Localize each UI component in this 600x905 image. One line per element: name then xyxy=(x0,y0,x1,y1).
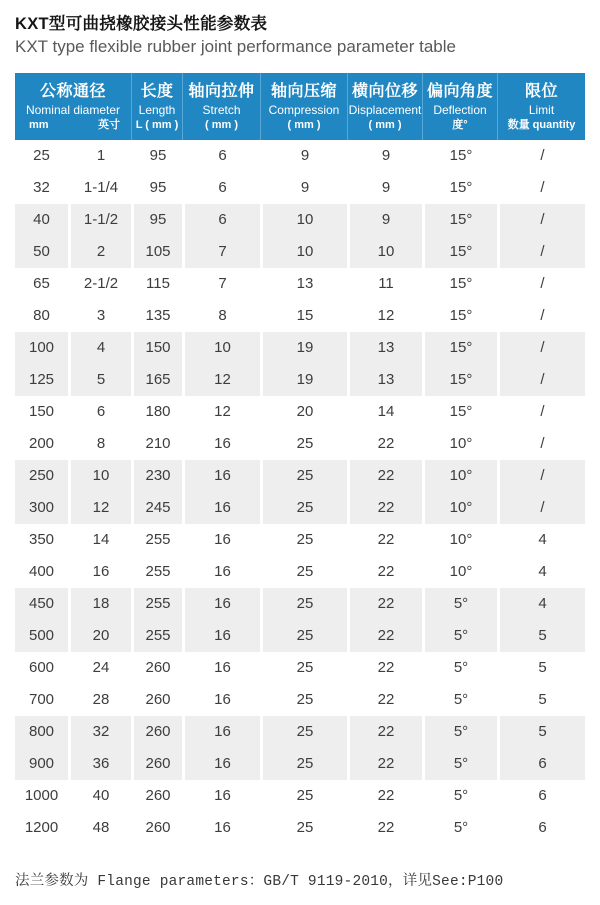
cell-displacement: 22 xyxy=(350,684,422,716)
cell-length: 150 xyxy=(134,332,182,364)
table-row xyxy=(15,300,585,332)
cell-stretch: 16 xyxy=(185,716,260,748)
column-label-zh: 偏向角度 xyxy=(426,83,493,100)
cell-nominal-inch: 5 xyxy=(71,364,131,396)
table-row xyxy=(15,652,585,684)
cell-nominal-inch: 16 xyxy=(71,556,131,588)
cell-compression: 25 xyxy=(263,716,347,748)
cell-displacement: 9 xyxy=(350,140,422,172)
cell-length: 95 xyxy=(134,172,182,204)
cell-length: 210 xyxy=(134,428,182,460)
cell-length: 260 xyxy=(134,716,182,748)
cell-compression: 25 xyxy=(263,684,347,716)
cell-nominal-inch: 6 xyxy=(71,396,131,428)
cell-deflection: 5° xyxy=(425,588,497,620)
cell-compression: 25 xyxy=(263,620,347,652)
cell-nominal-inch: 40 xyxy=(71,780,131,812)
cell-nominal-mm: 450 xyxy=(15,588,68,620)
page-subtitle: KXT type flexible rubber joint performance parameter table xyxy=(15,37,456,56)
column-unit: L ( mm ) xyxy=(135,119,179,131)
cell-nominal-inch: 36 xyxy=(71,748,131,780)
cell-compression: 19 xyxy=(263,332,347,364)
cell-displacement: 14 xyxy=(350,396,422,428)
cell-deflection: 10° xyxy=(425,556,497,588)
cell-stretch: 16 xyxy=(185,556,260,588)
cell-length: 245 xyxy=(134,492,182,524)
cell-stretch: 16 xyxy=(185,780,260,812)
cell-stretch: 16 xyxy=(185,428,260,460)
table-row xyxy=(15,172,585,204)
cell-nominal-mm: 50 xyxy=(15,236,68,268)
table-row xyxy=(15,748,585,780)
cell-displacement: 9 xyxy=(350,172,422,204)
cell-deflection: 15° xyxy=(425,204,497,236)
cell-displacement: 22 xyxy=(350,460,422,492)
cell-nominal-inch: 10 xyxy=(71,460,131,492)
cell-displacement: 22 xyxy=(350,556,422,588)
cell-stretch: 10 xyxy=(185,332,260,364)
table-row xyxy=(15,460,585,492)
cell-displacement: 22 xyxy=(350,428,422,460)
column-unit xyxy=(15,118,131,133)
table-row xyxy=(15,556,585,588)
table-row xyxy=(15,140,585,172)
cell-nominal-inch: 24 xyxy=(71,652,131,684)
cell-nominal-inch: 1-1/2 xyxy=(71,204,131,236)
cell-displacement: 22 xyxy=(350,716,422,748)
cell-deflection: 5° xyxy=(425,620,497,652)
cell-displacement: 9 xyxy=(350,204,422,236)
column-label-zh: 横向位移 xyxy=(351,83,418,100)
cell-stretch: 16 xyxy=(185,524,260,556)
cell-displacement: 22 xyxy=(350,620,422,652)
cell-limit: / xyxy=(500,428,585,460)
table-row xyxy=(15,812,585,844)
cell-length: 260 xyxy=(134,652,182,684)
cell-deflection: 10° xyxy=(425,492,497,524)
cell-length: 135 xyxy=(134,300,182,332)
cell-nominal-mm: 65 xyxy=(15,268,68,300)
cell-deflection: 15° xyxy=(425,396,497,428)
cell-nominal-mm: 40 xyxy=(15,204,68,236)
column-label-zh: 长度 xyxy=(140,83,174,100)
parameter-table xyxy=(15,73,585,844)
cell-length: 260 xyxy=(134,812,182,844)
cell-limit: 5 xyxy=(500,652,585,684)
cell-deflection: 15° xyxy=(425,332,497,364)
table-row xyxy=(15,364,585,396)
table-row xyxy=(15,396,585,428)
cell-length: 255 xyxy=(134,588,182,620)
cell-displacement: 22 xyxy=(350,780,422,812)
cell-deflection: 5° xyxy=(425,780,497,812)
cell-nominal-inch: 12 xyxy=(71,492,131,524)
cell-displacement: 22 xyxy=(350,492,422,524)
cell-nominal-inch: 48 xyxy=(71,812,131,844)
table-row xyxy=(15,716,585,748)
cell-nominal-inch: 14 xyxy=(71,524,131,556)
column-unit: 度° xyxy=(452,119,468,131)
cell-stretch: 16 xyxy=(185,812,260,844)
cell-displacement: 22 xyxy=(350,652,422,684)
cell-displacement: 22 xyxy=(350,812,422,844)
cell-compression: 15 xyxy=(263,300,347,332)
column-label-en: Displacement xyxy=(348,103,422,117)
cell-limit: 5 xyxy=(500,684,585,716)
column-label-zh: 限位 xyxy=(524,83,558,100)
cell-nominal-mm: 250 xyxy=(15,460,68,492)
unit-mm-label: mm xyxy=(29,119,49,131)
column-header-limit xyxy=(497,73,585,140)
cell-displacement: 22 xyxy=(350,524,422,556)
cell-displacement: 13 xyxy=(350,364,422,396)
cell-compression: 10 xyxy=(263,204,347,236)
cell-limit: / xyxy=(500,396,585,428)
column-unit: ( mm ) xyxy=(287,119,321,131)
cell-stretch: 16 xyxy=(185,748,260,780)
cell-limit: / xyxy=(500,332,585,364)
cell-deflection: 5° xyxy=(425,684,497,716)
cell-compression: 25 xyxy=(263,780,347,812)
cell-compression: 25 xyxy=(263,588,347,620)
column-unit: ( mm ) xyxy=(368,119,402,131)
cell-limit: / xyxy=(500,300,585,332)
column-label-en: Length xyxy=(138,103,176,117)
cell-length: 95 xyxy=(134,204,182,236)
cell-compression: 10 xyxy=(263,236,347,268)
cell-stretch: 6 xyxy=(185,204,260,236)
cell-displacement: 10 xyxy=(350,236,422,268)
cell-compression: 9 xyxy=(263,172,347,204)
column-header-stretch xyxy=(182,73,260,140)
cell-stretch: 7 xyxy=(185,268,260,300)
cell-compression: 25 xyxy=(263,812,347,844)
cell-limit: / xyxy=(500,140,585,172)
cell-stretch: 7 xyxy=(185,236,260,268)
cell-limit: 5 xyxy=(500,716,585,748)
cell-compression: 25 xyxy=(263,524,347,556)
cell-compression: 13 xyxy=(263,268,347,300)
table-row xyxy=(15,684,585,716)
cell-stretch: 12 xyxy=(185,364,260,396)
column-header-displacement xyxy=(347,73,422,140)
cell-nominal-mm: 400 xyxy=(15,556,68,588)
column-header-nominal-diameter xyxy=(15,73,131,140)
cell-nominal-mm: 350 xyxy=(15,524,68,556)
cell-deflection: 15° xyxy=(425,268,497,300)
cell-deflection: 15° xyxy=(425,140,497,172)
cell-nominal-mm: 100 xyxy=(15,332,68,364)
column-label-zh: 轴向拉伸 xyxy=(188,83,255,100)
cell-limit: / xyxy=(500,204,585,236)
cell-deflection: 5° xyxy=(425,652,497,684)
cell-compression: 25 xyxy=(263,748,347,780)
cell-stretch: 16 xyxy=(185,588,260,620)
cell-nominal-mm: 900 xyxy=(15,748,68,780)
cell-nominal-inch: 1-1/4 xyxy=(71,172,131,204)
cell-stretch: 16 xyxy=(185,652,260,684)
column-label-en: Compression xyxy=(268,103,340,117)
cell-length: 255 xyxy=(134,524,182,556)
column-unit: 数量 quantity xyxy=(507,119,576,131)
cell-deflection: 15° xyxy=(425,364,497,396)
footer-note: 法兰参数为 Flange parameters：GB/T 9119-2010，详见See:P100 xyxy=(15,874,504,890)
cell-compression: 25 xyxy=(263,556,347,588)
cell-stretch: 16 xyxy=(185,684,260,716)
column-label-en: Stretch xyxy=(202,103,241,117)
cell-deflection: 10° xyxy=(425,524,497,556)
cell-nominal-mm: 600 xyxy=(15,652,68,684)
cell-stretch: 6 xyxy=(185,140,260,172)
cell-length: 255 xyxy=(134,556,182,588)
cell-nominal-mm: 700 xyxy=(15,684,68,716)
column-unit: ( mm ) xyxy=(205,119,238,131)
table-row xyxy=(15,588,585,620)
cell-nominal-inch: 2-1/2 xyxy=(71,268,131,300)
column-label-zh: 轴向压缩 xyxy=(270,83,337,100)
cell-nominal-mm: 125 xyxy=(15,364,68,396)
cell-nominal-mm: 800 xyxy=(15,716,68,748)
table-row xyxy=(15,428,585,460)
column-header-length xyxy=(131,73,182,140)
cell-deflection: 5° xyxy=(425,716,497,748)
cell-length: 230 xyxy=(134,460,182,492)
table-row xyxy=(15,780,585,812)
cell-length: 260 xyxy=(134,780,182,812)
cell-nominal-mm: 80 xyxy=(15,300,68,332)
cell-limit: 6 xyxy=(500,812,585,844)
cell-deflection: 15° xyxy=(425,236,497,268)
column-label-zh: 公称通径 xyxy=(39,83,106,100)
cell-nominal-inch: 8 xyxy=(71,428,131,460)
cell-stretch: 16 xyxy=(185,460,260,492)
table-row xyxy=(15,332,585,364)
cell-nominal-mm: 500 xyxy=(15,620,68,652)
cell-displacement: 12 xyxy=(350,300,422,332)
cell-displacement: 22 xyxy=(350,588,422,620)
cell-limit: 6 xyxy=(500,780,585,812)
cell-deflection: 15° xyxy=(425,300,497,332)
cell-deflection: 5° xyxy=(425,748,497,780)
cell-limit: / xyxy=(500,172,585,204)
unit-inch-label: 英寸 xyxy=(98,119,120,131)
cell-compression: 20 xyxy=(263,396,347,428)
cell-nominal-mm: 32 xyxy=(15,172,68,204)
cell-compression: 25 xyxy=(263,652,347,684)
cell-limit: 4 xyxy=(500,588,585,620)
cell-nominal-mm: 1200 xyxy=(15,812,68,844)
cell-displacement: 11 xyxy=(350,268,422,300)
cell-nominal-inch: 20 xyxy=(71,620,131,652)
cell-nominal-mm: 25 xyxy=(15,140,68,172)
cell-nominal-mm: 150 xyxy=(15,396,68,428)
cell-limit: 4 xyxy=(500,556,585,588)
page-title: KXT型可曲挠橡胶接头性能参数表 xyxy=(15,15,268,33)
cell-nominal-inch: 32 xyxy=(71,716,131,748)
cell-length: 260 xyxy=(134,684,182,716)
cell-limit: 5 xyxy=(500,620,585,652)
cell-compression: 25 xyxy=(263,460,347,492)
cell-displacement: 13 xyxy=(350,332,422,364)
cell-stretch: 8 xyxy=(185,300,260,332)
table-header xyxy=(15,73,585,140)
cell-stretch: 16 xyxy=(185,492,260,524)
cell-displacement: 22 xyxy=(350,748,422,780)
table-row xyxy=(15,236,585,268)
cell-compression: 19 xyxy=(263,364,347,396)
cell-deflection: 15° xyxy=(425,172,497,204)
cell-nominal-inch: 2 xyxy=(71,236,131,268)
cell-nominal-inch: 3 xyxy=(71,300,131,332)
cell-nominal-inch: 28 xyxy=(71,684,131,716)
cell-limit: / xyxy=(500,236,585,268)
table-row xyxy=(15,204,585,236)
cell-compression: 9 xyxy=(263,140,347,172)
cell-limit: 6 xyxy=(500,748,585,780)
table-row xyxy=(15,268,585,300)
column-label-en: Nominal diameter xyxy=(25,103,121,117)
cell-length: 255 xyxy=(134,620,182,652)
cell-compression: 25 xyxy=(263,492,347,524)
cell-limit: / xyxy=(500,364,585,396)
cell-nominal-inch: 4 xyxy=(71,332,131,364)
cell-length: 115 xyxy=(134,268,182,300)
cell-limit: / xyxy=(500,268,585,300)
cell-stretch: 16 xyxy=(185,620,260,652)
cell-nominal-inch: 1 xyxy=(71,140,131,172)
cell-deflection: 5° xyxy=(425,812,497,844)
cell-deflection: 10° xyxy=(425,460,497,492)
cell-length: 260 xyxy=(134,748,182,780)
cell-length: 95 xyxy=(134,140,182,172)
cell-limit: 4 xyxy=(500,524,585,556)
table-body xyxy=(15,140,585,844)
column-label-en: Limit xyxy=(528,103,555,117)
cell-limit: / xyxy=(500,460,585,492)
column-header-deflection xyxy=(422,73,497,140)
cell-length: 105 xyxy=(134,236,182,268)
table-row xyxy=(15,492,585,524)
cell-nominal-mm: 200 xyxy=(15,428,68,460)
cell-stretch: 12 xyxy=(185,396,260,428)
cell-limit: / xyxy=(500,492,585,524)
cell-deflection: 10° xyxy=(425,428,497,460)
cell-nominal-mm: 300 xyxy=(15,492,68,524)
table-row xyxy=(15,620,585,652)
table-row xyxy=(15,524,585,556)
cell-length: 180 xyxy=(134,396,182,428)
cell-stretch: 6 xyxy=(185,172,260,204)
column-label-en: Deflection xyxy=(433,103,487,117)
cell-length: 165 xyxy=(134,364,182,396)
cell-nominal-mm: 1000 xyxy=(15,780,68,812)
cell-nominal-inch: 18 xyxy=(71,588,131,620)
cell-compression: 25 xyxy=(263,428,347,460)
column-header-compression xyxy=(260,73,347,140)
